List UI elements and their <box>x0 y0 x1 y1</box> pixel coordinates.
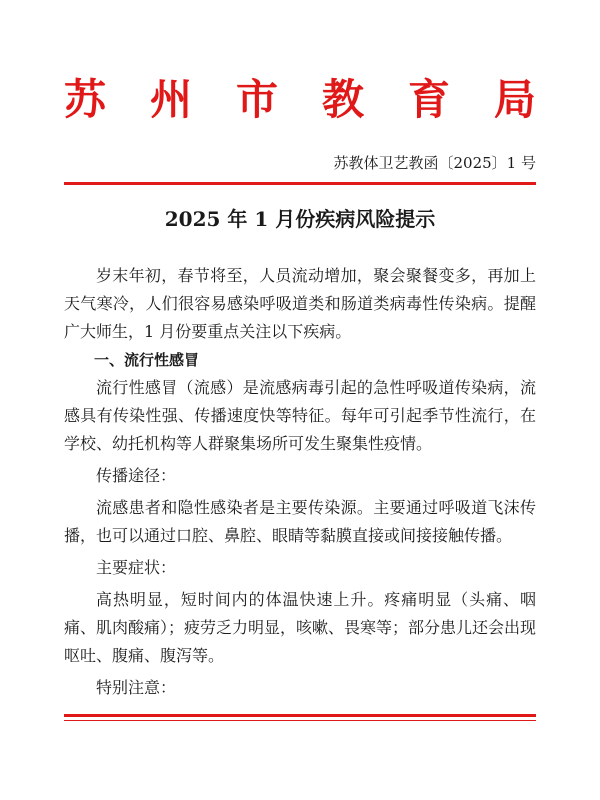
footer-divider-thick <box>64 714 536 717</box>
document-body <box>64 262 536 706</box>
issuer-char: 州 <box>149 75 192 124</box>
issuer-char: 市 <box>235 75 278 124</box>
header-divider <box>64 182 536 185</box>
issuer-char: 局 <box>493 75 536 124</box>
transmission-label: 传播途径： <box>96 466 177 485</box>
issuer-char: 育 <box>407 75 450 124</box>
symptoms-paragraph: 高热明显，短时间内的体温快速上升。疼痛明显（头痛、咽痛、肌肉酸痛）；疲劳乏力明显，咳嗽、畏寒等；部分患儿还会出现呕吐、腹痛、腹泻等。 <box>64 590 537 665</box>
issuer-char: 苏 <box>64 75 107 124</box>
intro-paragraph: 岁末年初，春节将至，人员流动增加，聚会聚餐变多，再加上天气寒冷，人们很容易感染呼吸道类和肠道类病毒性传染病。提醒广大师生，1 月份要重点关注以下疾病。 <box>64 266 536 341</box>
issuer-masthead <box>64 68 536 132</box>
section-heading: 一、流行性感冒 <box>94 351 200 369</box>
special-note-label: 特别注意： <box>96 678 177 697</box>
symptoms-label: 主要症状： <box>96 558 177 577</box>
transmission-paragraph: 流感患者和隐性感染者是主要传染源。主要通过呼吸道飞沫传播，也可以通过口腔、鼻腔、眼睛等黏膜直接或间接接触传播。 <box>64 498 536 545</box>
document-number: 苏教体卫艺教函〔2025〕1 号 <box>333 154 536 172</box>
document-title: 2025 年 1 月份疾病风险提示 <box>164 207 436 231</box>
issuer-char: 教 <box>321 75 364 124</box>
description-paragraph: 流行性感冒（流感）是流感病毒引起的急性呼吸道传染病，流感具有传染性强、传播速度快等特征。每年可引起季节性流行，在学校、幼托机构等人群聚集场所可发生聚集性疫情。 <box>64 378 536 453</box>
footer-divider-thin <box>64 720 536 721</box>
